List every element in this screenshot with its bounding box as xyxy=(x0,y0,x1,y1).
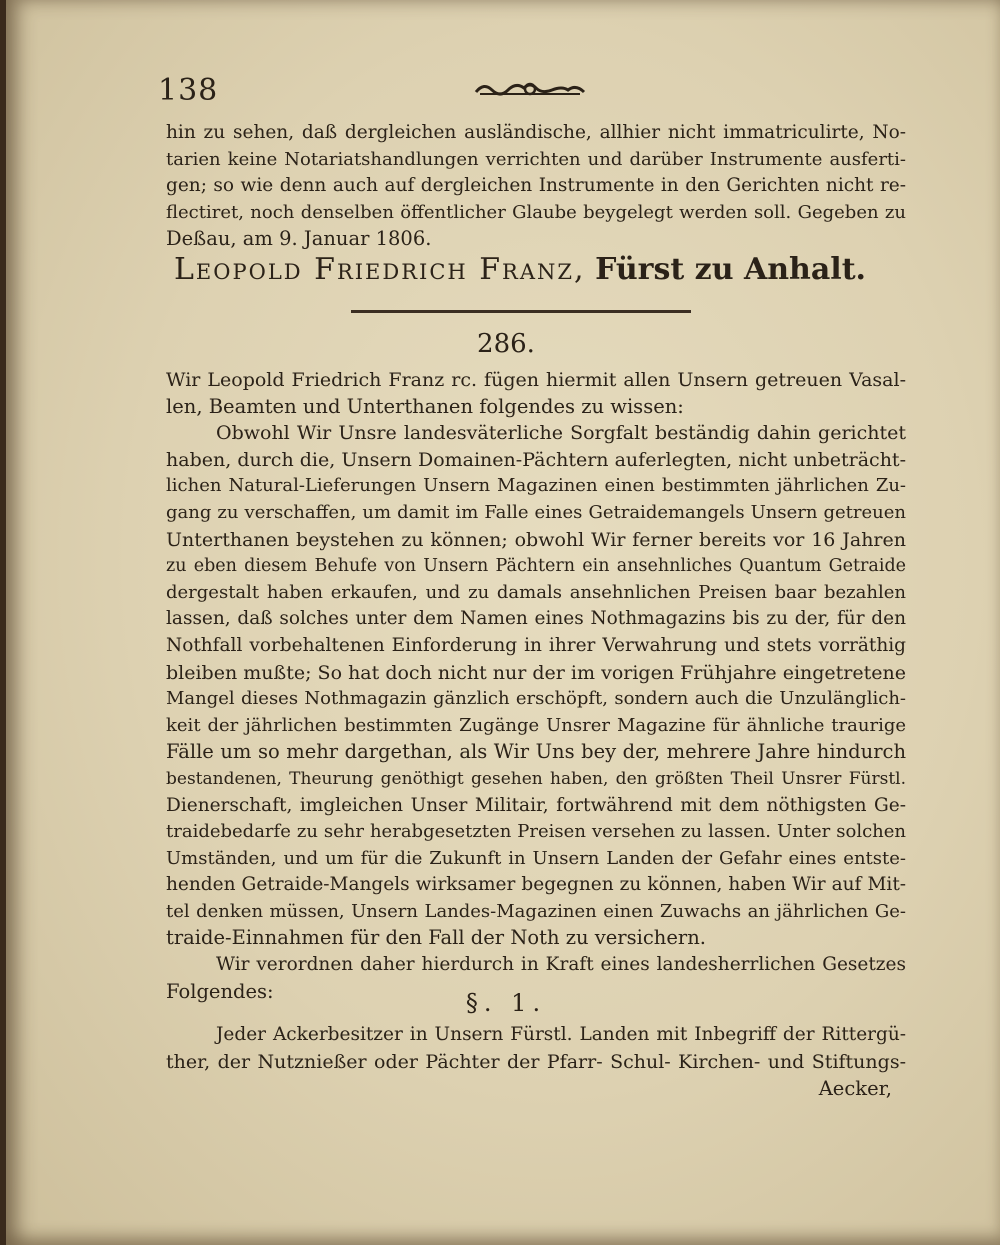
text-line: Unterthanen beystehen zu können; obwohl Wir ferner bereits vor 16 Jahren xyxy=(166,528,906,551)
text-line: len, Beamten und Unterthanen folgendes zu wissen: xyxy=(166,394,684,418)
text-line: Obwohl Wir Unsre landesväterliche Sorgfalt beständig dahin gerichtet xyxy=(216,422,906,445)
text-line: lassen, daß solches unter dem Namen eines Nothmagazins bis zu der, für den xyxy=(166,608,906,630)
text-line: tarien keine Notariatshandlungen verrichten und darüber Instrumente ausferti- xyxy=(166,148,906,170)
signature xyxy=(174,252,904,288)
text-line: haben, durch die, Unsern Domainen-Pächtern auferlegten, nicht unbeträcht- xyxy=(166,448,906,471)
text-line: Wir verordnen daher hierdurch in Kraft eines landesherrlichen Gesetzes xyxy=(216,954,906,976)
text-line: gen; so wie denn auch auf dergleichen Instrumente in den Gerichten nicht re- xyxy=(166,175,906,197)
catchword: Aecker, xyxy=(818,1077,892,1100)
text-line: Fälle um so mehr dargethan, als Wir Uns bey der, mehrere Jahre hindurch xyxy=(166,740,906,764)
text-line: Nothfall vorbehaltenen Einforderung in ihrer Verwahrung und stets vorräthig xyxy=(166,634,906,656)
text-line: Jeder Ackerbesitzer in Unsern Fürstl. Landen mit Inbegriff der Rittergü- xyxy=(216,1024,906,1045)
text-line: ther, der Nutznießer oder Pächter der Pfarr- Schul- Kirchen- und Stiftungs- xyxy=(166,1050,906,1073)
text-line: tel denken müssen, Unsern Landes-Magazinen einen Zuwachs an jährlichen Ge- xyxy=(166,900,906,922)
text-line: Deßau, am 9. Januar 1806. xyxy=(166,227,432,251)
section-number: 286. xyxy=(477,329,535,359)
text-line: bestandenen, Theurung genöthigt gesehen haben, den größten Theil Unsrer Fürstl. xyxy=(166,768,906,789)
text-line: bleiben mußte; So hat doch nicht nur der im vorigen Frühjahre eingetretene xyxy=(166,661,906,684)
paragraph-heading: §. 1. xyxy=(465,989,547,1017)
text-line: dergestalt haben erkaufen, und zu damals ansehnlichen Preisen baar bezahlen xyxy=(166,581,906,603)
text-line: traidebedarfe zu sehr herabgesetzten Preisen versehen zu lassen. Unter solchen xyxy=(166,821,906,843)
top-text-block xyxy=(166,120,906,253)
text-line: Dienerschaft, imgleichen Unser Militair, fortwährend mit dem nöthigsten Ge- xyxy=(166,794,906,816)
divider xyxy=(351,310,691,313)
ornament-icon xyxy=(474,80,586,98)
main-text-block xyxy=(166,367,906,1005)
book-page xyxy=(6,0,1000,1245)
text-line: Folgendes: xyxy=(166,979,274,1003)
text-line: Mangel dieses Nothmagazin gänzlich erschöpft, sondern auch die Unzulänglich- xyxy=(166,688,906,710)
text-line: henden Getraide-Mangels wirksamer begegnen zu können, haben Wir auf Mit- xyxy=(166,874,906,896)
text-line: traide-Einnahmen für den Fall der Noth zu versichern. xyxy=(166,926,706,950)
text-line: Wir Leopold Friedrich Franz rc. fügen hiermit allen Unsern getreuen Vasal- xyxy=(166,369,906,391)
final-text-block xyxy=(166,1022,906,1075)
text-line: hin zu sehen, daß dergleichen ausländische, allhier nicht immatriculirte, No- xyxy=(166,122,906,143)
text-line: flectiret, noch denselben öffentlicher Glaube beygelegt werden soll. Gegeben zu xyxy=(166,201,906,223)
text-line: lichen Natural-Lieferungen Unsern Magazinen einen bestimmten jährlichen Zu- xyxy=(166,475,906,497)
page-number: 138 xyxy=(158,73,219,108)
text-line: gang zu verschaffen, um damit im Falle eines Getraidemangels Unsern getreuen xyxy=(166,501,906,523)
text-line: keit der jährlichen bestimmten Zugänge Unsrer Magazine für ähnliche traurige xyxy=(166,714,906,736)
signature-title: Fürst zu Anhalt. xyxy=(595,252,867,287)
signature-name: Leopold Friedrich Franz, xyxy=(174,252,586,287)
text-line: zu eben diesem Behufe von Unsern Pächtern ein ansehnliches Quantum Getraide xyxy=(166,556,906,577)
text-line: Umständen, und um für die Zukunft in Unsern Landen der Gefahr eines entste- xyxy=(166,847,906,869)
